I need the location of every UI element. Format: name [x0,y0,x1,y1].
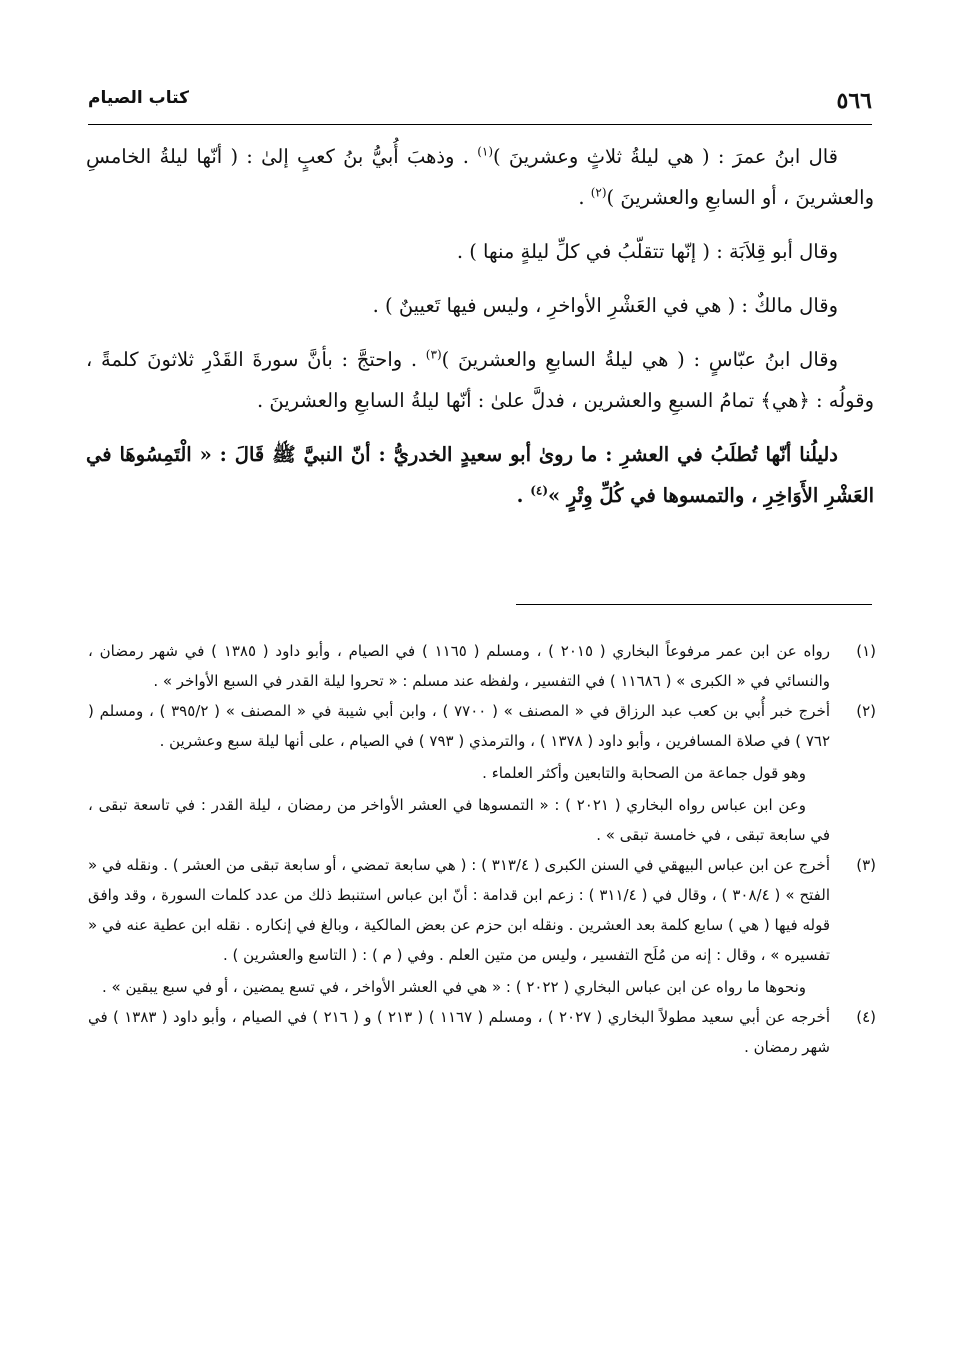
paragraph: قال ابنُ عمرَ : ( هي ليلةُ ثلاثٍ وعشرينَ )$^{(١)}$ . وذهبَ أُبيُّ بنُ كعبٍ إلىٰ : ( أنّها ليلةُ الخامسِ والعشرينَ ، أو السابعِ والعشرينَ )$^{(٢)}$ . [86,144,874,209]
main-text [86,136,874,529]
footnote [88,1002,876,1062]
paragraph: دليلُنا أنّها تُطلَبُ في العشرِ : ما روىٰ أبو سعيدٍ الخدريُّ : أنّ النبيَّ ﷺ قَالَ : « الْتَمِسُوهَا في العَشْرِ الأَوَاخِرِ ، والتمسوها في كُلِّ وِتْرٍ »$^{(٤)}$ . [86,443,874,507]
footnote [88,636,876,696]
footnote-body: أخرج خبر أُبي بن كعب عبد الرزاق في « المصنف » ( ٧٧٠٠ ) ، وابن أبي شيبة في « المصنف » ( ٣٩٥/٢ ) ، ومسلم ( ٧٦٢ ) في صلاة المسافرين ، وأبو داود ( ١٣٧٨ ) ، والترمذي ( ٧٩٣ ) في الصيام ، على أنها ليلة سبع وعشرين . وهو قول جماعة من الصحابة والتابعين وأكثر العلماء . وعن ابن عباس رواه البخاري ( ٢٠٢١ ) : « التمسوها في العشر الأواخر من رمضان ، ليلة القدر : في تاسعة تبقى ، في سابعة تبقى ، في خامسة تبقى » . [88,702,831,844]
paragraph: وقال مالكٌ : ( هي في العَشْرِ الأواخرِ ، وليس فيها تَعيينٌ ) . [372,294,838,317]
footnote-ref[interactable]: (٤) [530,483,549,498]
footnote-number: (٢) [856,702,876,720]
footnote-divider [516,604,872,605]
footnote-number: (١) [856,642,876,660]
footnote-body: أخرجه عن أبي سعيد مطولاً البخاري ( ٢٠٢٧ ) ، ومسلم ( ١١٦٧ ) ( ٢١٣ ) و ( ٢١٦ ) في الصيام ، وأبو داود ( ١٣٨٣ ) في شهر رمضان . [88,1008,831,1056]
header-divider [88,124,872,125]
footnote-ref[interactable]: (١) [477,144,494,159]
paragraph: وقال ابنُ عبّاسٍ : ( هي ليلةُ السابعِ والعشرينَ )$^{(٣)}$ . واحتجَّ : بأنَّ سورةَ القَدْرِ ثلاثونَ كلمةً ، وقولُه : ﴿هي﴾ تمامُ السبعِ والعشرين ، فدلَّ علىٰ : أنّها ليلةُ السابعِ والعشرينَ . [86,347,874,412]
footnote-number: (٤) [856,1008,876,1026]
footnote [88,850,876,1002]
footnote-number: (٣) [856,856,876,874]
footnote-ref[interactable]: (٣) [425,347,442,362]
footnote-ref[interactable]: (٢) [590,185,607,200]
footnote [88,696,876,850]
paragraph: وقال أبو قِلاَبَة : ( إنّها تتقلّبُ في كلِّ ليلةٍ منها ) . [456,240,838,263]
running-title: كتاب الصيام [88,88,189,108]
page-header [88,86,872,122]
page-number: ٥٦٦ [836,88,872,114]
footnotes [88,636,876,1062]
footnote-body: أخرج عن ابن عباس البيهقي في السنن الكبرى ( ٣١٣/٤ ) : ( هي سابعة تمضي ، أو سابعة تبقى من العشر ) . ونقله في « الفتح » ( ٣٠٨/٤ ) ، وقال في ( ٣١١/٤ ) : زعم ابن قدامة : أنّ ابن عباس استنبط ذلك من عدد كلمات السورة ، وقد وافق قوله فيها ( هي ) سابع كلمة بعد العشرين . ونقله ابن حزم عن بعض المالكية ، وبالغ في إنكاره . نقله ابن عطية عنه في « تفسيره » ، وقال : إنه من مُلَح التفسير ، وليس من متين العلم . وفي ( م ) : ( التاسع والعشرين ) . ونحوها ما رواه عن ابن عباس البخاري ( ٢٠٢٢ ) : « هي في العشر الأواخر ، في تسع يمضين ، أو في سبع يبقين » . [88,856,830,996]
footnote-body: رواه عن ابن عمر مرفوعاً البخاري ( ٢٠١٥ ) ، ومسلم ( ١١٦٥ ) في الصيام ، وأبو داود ( ١٣٨٥ ) في شهر رمضان ، والنسائي في « الكبرى » ( ١١٦٨٦ ) في التفسير ، ولفظه عند مسلم : « تحروا ليلة القدر في السبع الأواخر » . [88,642,831,690]
